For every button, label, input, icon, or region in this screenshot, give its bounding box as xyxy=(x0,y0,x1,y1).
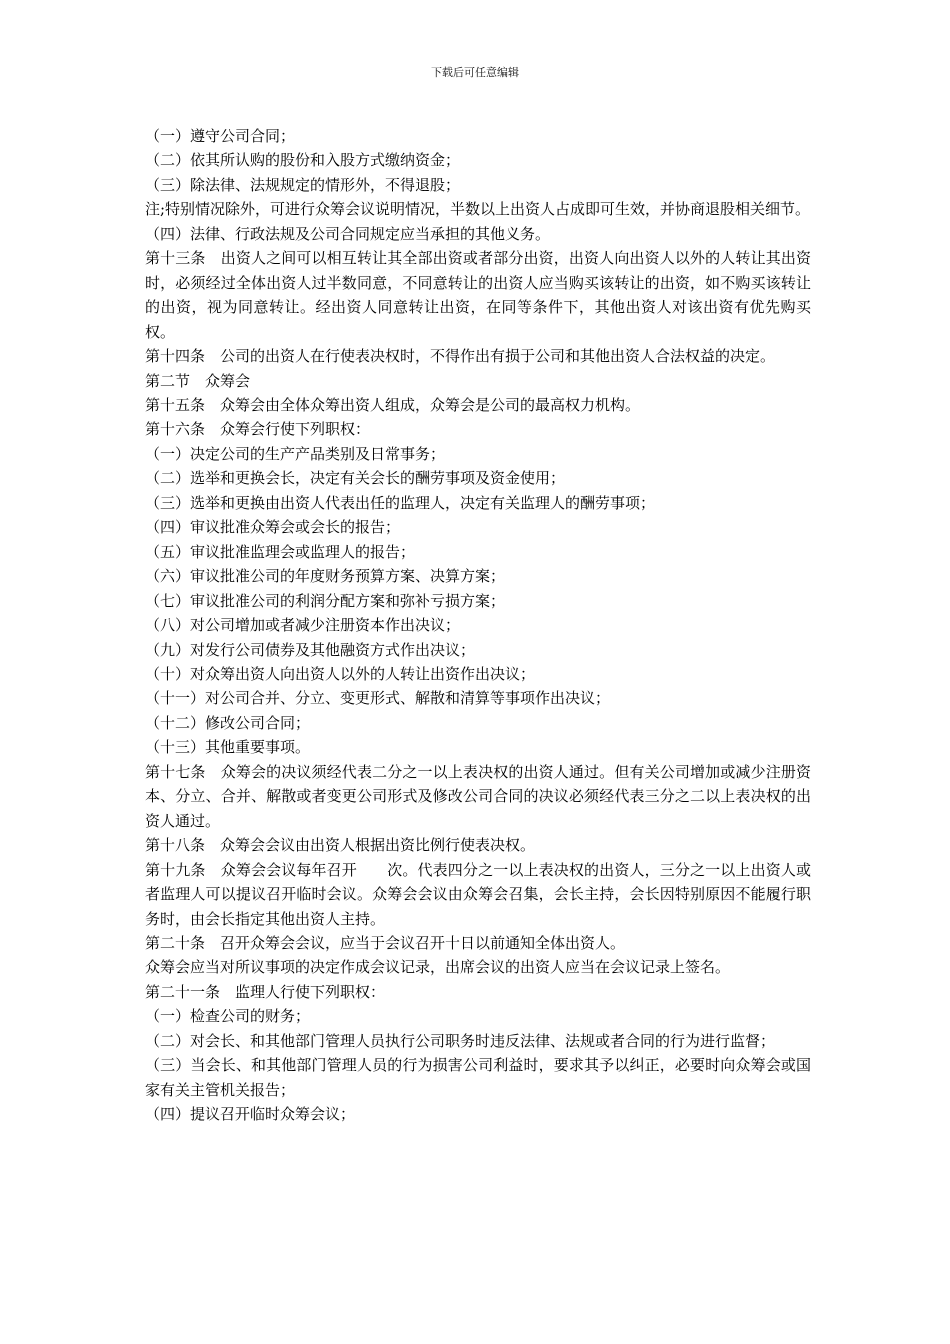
article-13: 第十三条 出资人之间可以相互转让其全部出资或者部分出资，出资人向出资人以外的人转让其出资时，必须经过全体出资人过半数同意，不同意转让的出资人应当购买该转让的出资，如不购买该转让的出资，视为同意转让。经出资人同意转让出资，在同等条件下，其他出资人对该出资有优先购买权。 xyxy=(145,249,811,341)
clause-item: （三）除法律、法规规定的情形外，不得退股； xyxy=(145,175,461,194)
article-18: 第十八条 众筹会会议由出资人根据出资比例行使表决权。 xyxy=(145,836,536,855)
clause-item: （五）审议批准监理会或监理人的报告； xyxy=(145,542,416,561)
clause-item: （十）对众筹出资人向出资人以外的人转让出资作出决议； xyxy=(145,664,536,683)
article-20: 第二十条 召开众筹会会议，应当于会议召开十日以前通知全体出资人。 xyxy=(145,933,626,952)
article-17: 第十七条 众筹会的决议须经代表二分之一以上表决权的出资人通过。但有关公司增加或减少注册资本、分立、合并、解散或者变更公司形式及修改公司合同的决议必须经代表三分之二以上表决权的出资人通过。 xyxy=(145,762,811,830)
clause-item: （八）对公司增加或者减少注册资本作出决议； xyxy=(145,616,461,635)
document-body xyxy=(145,124,811,1127)
article-14: 第十四条 公司的出资人在行使表决权时，不得作出有损于公司和其他出资人合法权益的决定。 xyxy=(145,347,776,366)
article-21: 第二十一条 监理人行使下列职权： xyxy=(145,982,386,1001)
clause-item: （六）审议批准公司的年度财务预算方案、决算方案； xyxy=(145,567,506,586)
clause-item: （九）对发行公司债券及其他融资方式作出决议； xyxy=(145,640,476,659)
section-heading: 第二节 众筹会 xyxy=(145,371,251,390)
article-16: 第十六条 众筹会行使下列职权： xyxy=(145,420,371,439)
clause-item: （三）选举和更换由出资人代表出任的监理人，决定有关监理人的酬劳事项； xyxy=(145,493,656,512)
clause-item: （四）法律、行政法规及公司合同规定应当承担的其他义务。 xyxy=(145,224,551,243)
clause-item: （十二）修改公司合同； xyxy=(145,713,311,732)
clause-item: （十三）其他重要事项。 xyxy=(145,738,311,757)
article-15: 第十五条 众筹会由全体众筹出资人组成，众筹会是公司的最高权力机构。 xyxy=(145,395,641,414)
clause-item: （四）提议召开临时众筹会议； xyxy=(145,1105,356,1124)
clause-item: （四）审议批准众筹会或会长的报告； xyxy=(145,518,401,537)
clause-item: （三）当会长、和其他部门管理人员的行为损害公司利益时，要求其予以纠正，必要时向众筹会或国家有关主管机关报告； xyxy=(145,1056,811,1099)
note-paragraph: 注;特别情况除外，可进行众筹会议说明情况，半数以上出资人占成即可生效，并协商退股相关细节。 xyxy=(145,200,811,219)
article-19: 第十九条 众筹会会议每年召开 次。代表四分之一以上表决权的出资人，三分之一以上出资人或者监理人可以提议召开临时会议。众筹会会议由众筹会召集，会长主持，会长因特别原因不能履行职务时，由会长指定其他出资人主持。 xyxy=(145,860,811,928)
clause-item: （一）检查公司的财务； xyxy=(145,1007,311,1026)
page-header: 下载后可任意编辑 xyxy=(431,66,519,79)
clause-item: （一）决定公司的生产产品类别及日常事务； xyxy=(145,444,446,463)
clause-item: （二）依其所认购的股份和入股方式缴纳资金； xyxy=(145,151,461,170)
clause-item: （十一）对公司合并、分立、变更形式、解散和清算等事项作出决议； xyxy=(145,689,611,708)
meeting-record-paragraph: 众筹会应当对所议事项的决定作成会议记录，出席会议的出资人应当在会议记录上签名。 xyxy=(145,958,731,977)
clause-item: （二）对会长、和其他部门管理人员执行公司职务时违反法律、法规或者合同的行为进行监督； xyxy=(145,1031,776,1050)
clause-item: （一）遵守公司合同； xyxy=(145,127,296,145)
clause-item: （七）审议批准公司的利润分配方案和弥补亏损方案； xyxy=(145,591,506,610)
clause-item: （二）选举和更换会长，决定有关会长的酬劳事项及资金使用； xyxy=(145,469,566,488)
